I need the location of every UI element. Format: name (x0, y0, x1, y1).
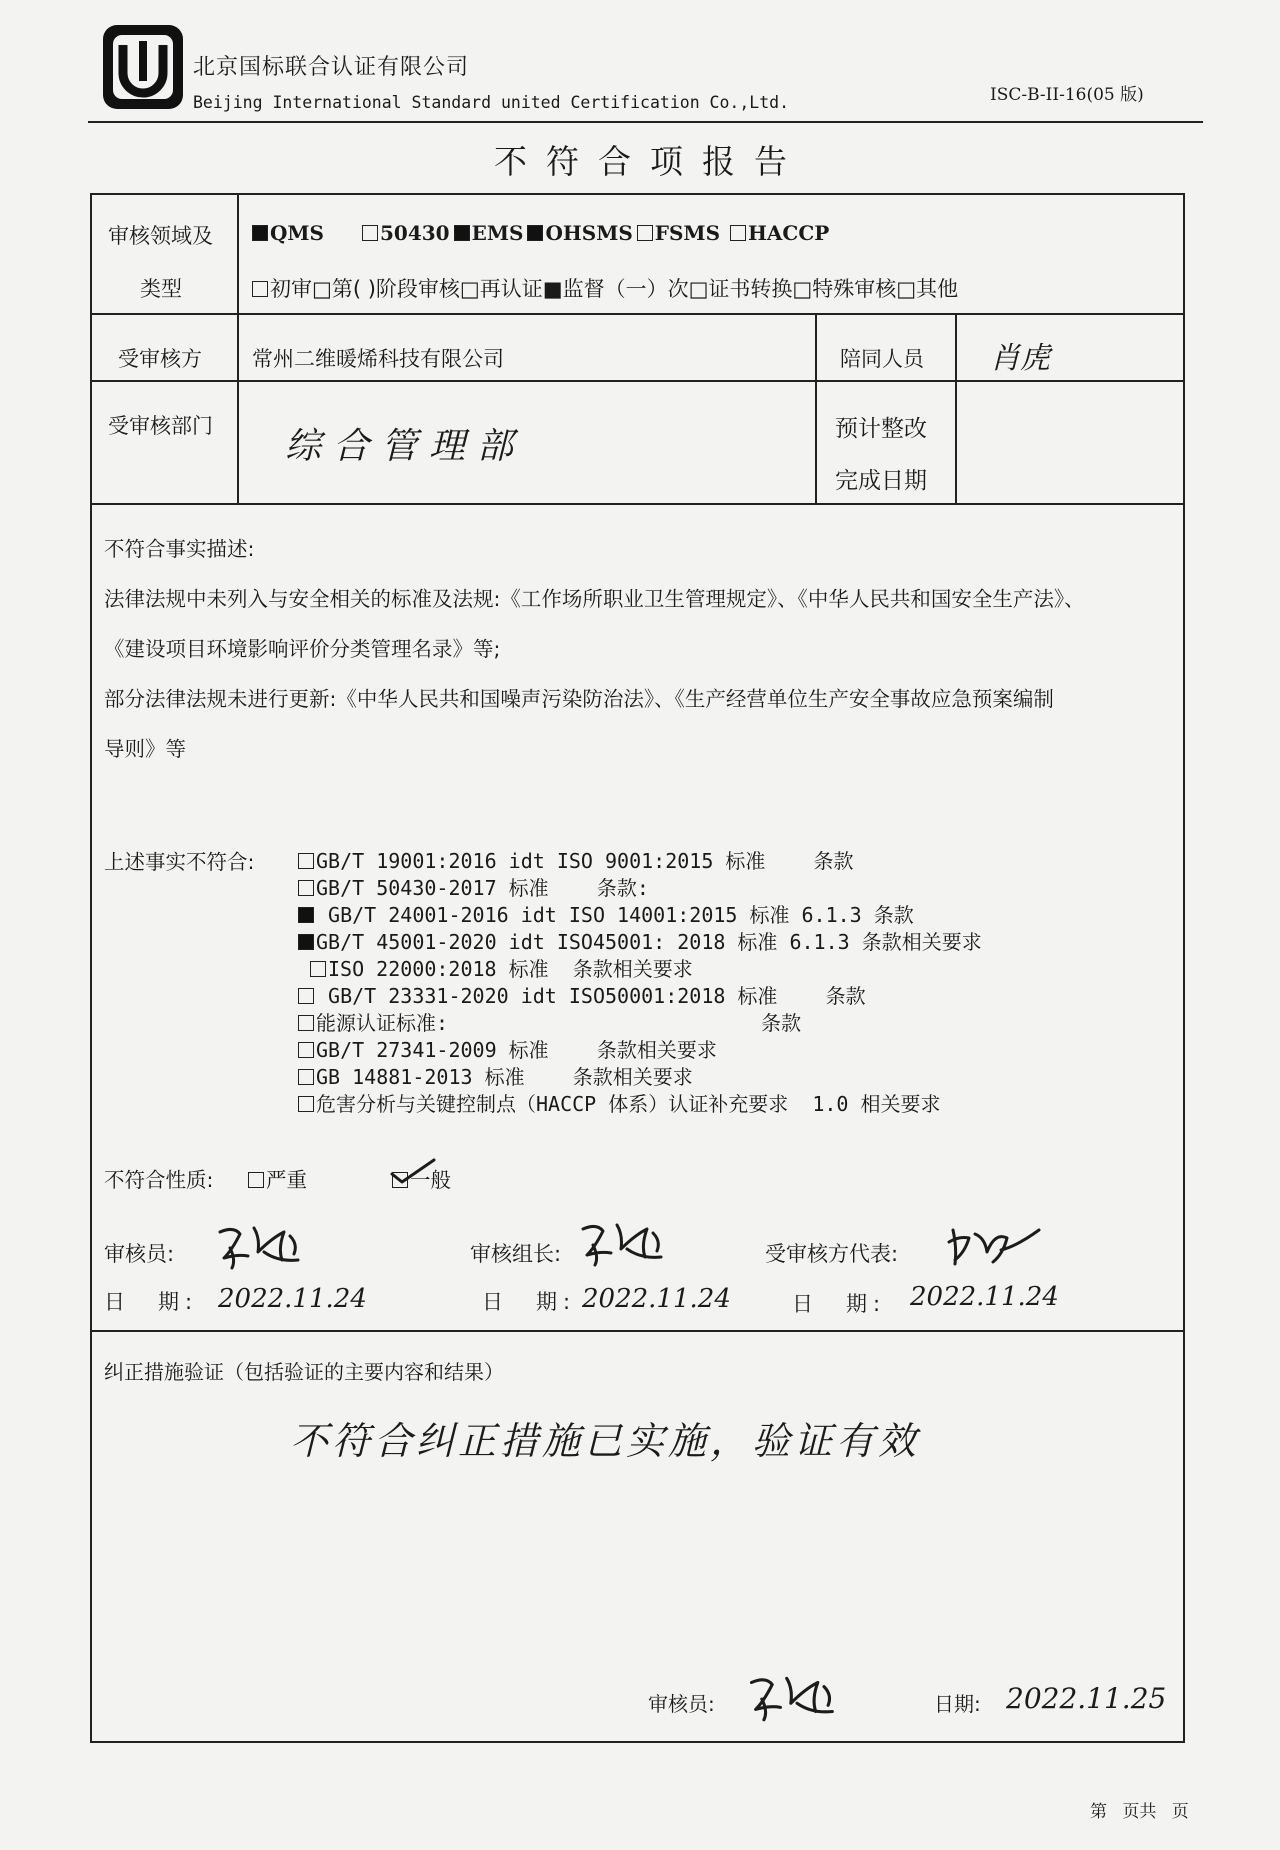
checkmark-icon (388, 1156, 438, 1186)
nonconformity-heading: 不符合事实描述: (104, 537, 255, 561)
standard-item (298, 899, 914, 928)
page-number: 第 页共 页 (1090, 1802, 1189, 1822)
system-checkbox[interactable] (362, 225, 378, 241)
system-name: HACCP (748, 221, 830, 245)
verification-content: 不符合纠正措施已实施，验证有效 (290, 1419, 921, 1463)
system-checkbox[interactable] (454, 225, 470, 241)
system-checkbox[interactable] (252, 225, 268, 241)
auditor-date-label: 日 期: (104, 1290, 199, 1314)
standard-item (298, 1007, 801, 1036)
system-name: 50430 (380, 221, 450, 245)
standard-text: GB/T 50430-2017 标准 条款: (316, 876, 649, 900)
report-title: 不符合项报告 (494, 142, 806, 181)
standard-checkbox[interactable] (298, 988, 314, 1004)
system-checkbox[interactable] (637, 225, 653, 241)
nonconformity-line: 部分法律法规未进行更新:《中华人民共和国噪声污染防治法》、《生产经营单位生产安全事故应急预案编制 (104, 687, 1054, 711)
verification-auditor-signature (740, 1668, 850, 1726)
standard-item (298, 1088, 941, 1117)
rep-label: 受审核方代表: (765, 1242, 899, 1266)
escort-signature: 肖虎 (990, 341, 1050, 376)
standard-checkbox[interactable] (310, 961, 326, 977)
leader-date: 2022.11.24 (582, 1284, 731, 1314)
standard-item (298, 980, 866, 1009)
auditor-signature (212, 1218, 312, 1274)
general-text: 一般 (410, 1168, 451, 1192)
nonconformity-line: 法律法规中未列入与安全相关的标准及法规:《工作场所职业卫生管理规定》、《中华人民共和国安全生产法》、 (104, 587, 1085, 611)
standard-checkbox[interactable] (298, 880, 314, 896)
leader-label: 审核组长: (470, 1242, 562, 1266)
audit-type-label: 审核领域及 (108, 224, 213, 248)
auditee-name: 常州二维暖烯科技有限公司 (252, 347, 504, 371)
system-name: OHSMS (545, 221, 633, 245)
audit-stages (252, 273, 958, 303)
rep-signature (945, 1222, 1045, 1272)
column-divider (955, 313, 957, 503)
auditor-date: 2022.11.24 (218, 1284, 367, 1314)
serious-text: 严重 (266, 1168, 307, 1192)
management-systems (252, 221, 829, 245)
standard-text: 危害分析与关键控制点（HACCP 体系）认证补充要求 1.0 相关要求 (316, 1092, 941, 1116)
severity-serious (248, 1163, 307, 1193)
due-date-label-2: 完成日期 (835, 468, 927, 494)
company-name-cn: 北京国标联合认证有限公司 (193, 55, 470, 80)
row-divider (90, 1330, 1185, 1332)
standard-checkbox[interactable] (298, 1042, 314, 1058)
row-divider (90, 380, 1185, 382)
standards-label: 上述事实不符合: (104, 850, 255, 874)
system-name: FSMS (654, 221, 721, 245)
column-divider (237, 193, 239, 503)
system-name: QMS (270, 221, 325, 245)
standard-text: GB/T 23331-2020 idt ISO50001:2018 标准 条款 (316, 984, 866, 1008)
auditor-label: 审核员: (104, 1242, 175, 1266)
standard-checkbox[interactable] (298, 853, 314, 869)
document-code: ISC-B-II-16(05 版) (990, 85, 1144, 105)
audit-stages-text: 初审□第( )阶段审核□再认证■监督（一）次□证书转换□特殊审核□其他 (270, 277, 959, 301)
standard-item (310, 953, 693, 982)
verification-auditor-label: 审核员: (648, 1692, 715, 1716)
due-date-label: 预计整改 (835, 416, 927, 442)
standard-checkbox[interactable] (298, 1015, 314, 1031)
rep-date: 2022.11.24 (910, 1282, 1059, 1312)
company-name-en: Beijing International Standard united Certification Co.,Ltd. (193, 93, 790, 112)
verification-date-label: 日期: (934, 1692, 981, 1716)
standard-text: GB/T 19001:2016 idt ISO 9001:2015 标准 条款 (316, 849, 854, 873)
standard-item (298, 872, 649, 901)
standard-text: GB/T 45001-2020 idt ISO45001: 2018 标准 6.1.3 条款相关要求 (316, 930, 982, 954)
serious-checkbox[interactable] (248, 1172, 264, 1188)
nonconformity-line: 《建设项目环境影响评价分类管理名录》等; (104, 637, 501, 661)
severity-label: 不符合性质: (104, 1168, 214, 1192)
standard-item (298, 926, 982, 955)
system-name: EMS (471, 221, 524, 245)
standard-item (298, 1061, 693, 1090)
standard-item (298, 1034, 717, 1063)
auditee-label: 受审核方 (118, 347, 202, 371)
department-label: 受审核部门 (108, 414, 213, 438)
row-divider (90, 313, 1185, 315)
standard-checkbox[interactable] (298, 1096, 314, 1112)
nonconformity-line: 导则》等 (104, 737, 186, 761)
leader-signature (575, 1215, 675, 1271)
column-divider (815, 313, 817, 503)
standard-text: GB/T 24001-2016 idt ISO 14001:2015 标准 6.1.3 条款 (316, 903, 914, 927)
standard-text: GB 14881-2013 标准 条款相关要求 (316, 1065, 693, 1089)
standard-text: GB/T 27341-2009 标准 条款相关要求 (316, 1038, 717, 1062)
header-rule (88, 121, 1203, 123)
verification-date: 2022.11.25 (1006, 1682, 1167, 1715)
company-logo (101, 23, 185, 111)
standard-checkbox[interactable] (298, 934, 314, 950)
audit-type-label-2: 类型 (140, 277, 182, 301)
system-checkbox[interactable] (730, 225, 746, 241)
department-handwritten: 综合管理部 (285, 426, 526, 467)
standard-text: 能源认证标准: 条款 (316, 1011, 802, 1035)
standard-item (298, 845, 854, 874)
row-divider (90, 503, 1185, 505)
verification-heading: 纠正措施验证（包括验证的主要内容和结果） (104, 1360, 504, 1384)
system-checkbox[interactable] (527, 225, 543, 241)
escort-label: 陪同人员 (840, 347, 924, 371)
rep-date-label: 日 期: (792, 1292, 887, 1316)
checkbox[interactable] (252, 281, 268, 297)
standard-checkbox[interactable] (298, 1069, 314, 1085)
standard-checkbox[interactable] (298, 907, 314, 923)
leader-date-label: 日 期: (482, 1290, 577, 1314)
standard-text: ISO 22000:2018 标准 条款相关要求 (328, 957, 693, 981)
